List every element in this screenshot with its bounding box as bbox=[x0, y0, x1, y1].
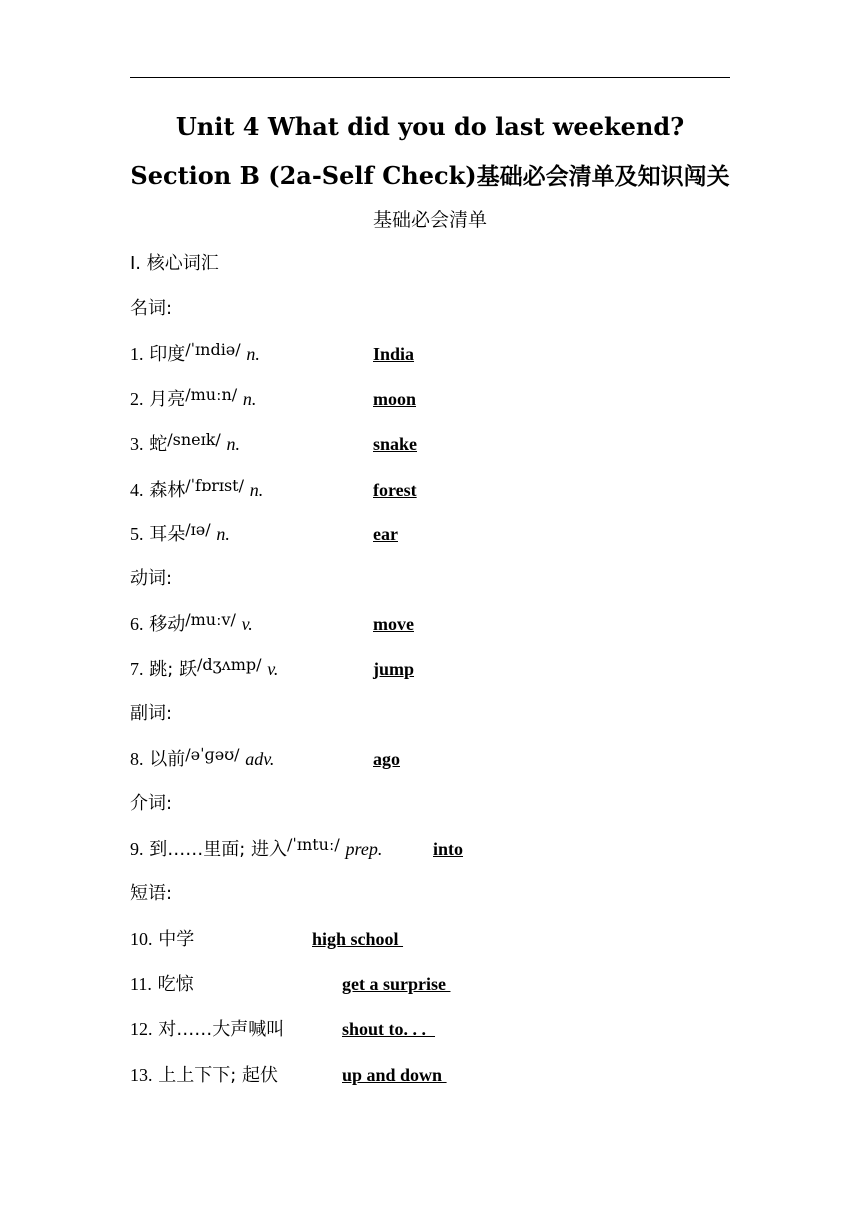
item-pos: prep. bbox=[345, 839, 383, 859]
title-line-2 bbox=[0, 158, 860, 191]
item-number: 13. bbox=[130, 1065, 153, 1085]
answer-4: forest bbox=[373, 480, 417, 500]
answer-13: up and down bbox=[342, 1065, 447, 1085]
phrase-item-12 bbox=[130, 1015, 284, 1043]
item-chinese: 到……里面; 进入 bbox=[149, 839, 288, 860]
vocab-item-5 bbox=[130, 520, 230, 548]
category-preposition: 介词: bbox=[130, 793, 173, 814]
item-number: 11. bbox=[130, 974, 152, 994]
item-number: 12. bbox=[130, 1019, 153, 1039]
title-line-2-en: Section B (2a-Self Check) bbox=[130, 161, 477, 190]
answer-12: shout to. . . bbox=[342, 1019, 436, 1039]
subtitle: 基础必会清单 bbox=[372, 209, 487, 231]
item-pos: v. bbox=[267, 659, 279, 679]
category-verb: 动词: bbox=[130, 568, 173, 589]
item-number: 8. bbox=[130, 749, 144, 769]
answer-3: snake bbox=[373, 434, 418, 454]
vocab-item-7 bbox=[130, 655, 278, 683]
item-pos: n. bbox=[246, 344, 260, 364]
item-phonetic: /ˈfɒrɪst/ bbox=[185, 476, 244, 495]
item-number: 2. bbox=[130, 389, 144, 409]
item-phonetic: /sneɪk/ bbox=[167, 430, 221, 449]
item-phonetic: /dʒʌmp/ bbox=[197, 655, 262, 674]
vocab-item-6 bbox=[130, 610, 253, 638]
top-rule bbox=[130, 77, 730, 78]
item-chinese: 对……大声喊叫 bbox=[158, 1019, 285, 1040]
item-chinese: 移动 bbox=[149, 614, 186, 635]
item-chinese: 上上下下; 起伏 bbox=[158, 1065, 279, 1086]
section-heading: Ⅰ. 核心词汇 bbox=[130, 253, 219, 274]
category-noun: 名词: bbox=[130, 298, 173, 319]
category-adverb: 副词: bbox=[130, 703, 173, 724]
item-chinese: 月亮 bbox=[149, 389, 186, 410]
answer-6: move bbox=[373, 614, 414, 634]
answer-11: get a surprise bbox=[342, 974, 451, 994]
item-phonetic: /ɪə/ bbox=[185, 520, 211, 539]
phrase-item-13 bbox=[130, 1061, 278, 1089]
item-number: 4. bbox=[130, 480, 144, 500]
vocab-item-2 bbox=[130, 385, 256, 413]
item-number: 10. bbox=[130, 929, 153, 949]
item-chinese: 耳朵 bbox=[149, 524, 186, 545]
item-number: 6. bbox=[130, 614, 144, 634]
item-chinese: 蛇 bbox=[149, 434, 168, 455]
item-pos: n. bbox=[226, 434, 241, 454]
item-number: 1. bbox=[130, 344, 144, 364]
item-chinese: 跳; 跃 bbox=[149, 659, 198, 680]
item-number: 9. bbox=[130, 839, 144, 859]
vocab-item-1 bbox=[130, 340, 260, 368]
phrase-item-10 bbox=[130, 925, 194, 953]
title-line-2-cn: 基础必会清单及知识闯关 bbox=[476, 164, 730, 190]
answer-9: into bbox=[433, 839, 464, 859]
item-phonetic: /ˈɪntuː/ bbox=[287, 835, 340, 854]
item-pos: v. bbox=[241, 614, 253, 634]
vocab-item-9 bbox=[130, 835, 382, 863]
category-phrase: 短语: bbox=[130, 883, 173, 904]
title-line-1: Unit 4 What did you do last weekend? bbox=[175, 112, 685, 141]
item-pos: n. bbox=[242, 389, 257, 409]
item-number: 7. bbox=[130, 659, 144, 679]
vocab-item-3 bbox=[130, 430, 240, 458]
item-pos: n. bbox=[216, 524, 230, 544]
item-pos: n. bbox=[249, 480, 264, 500]
answer-1: India bbox=[373, 344, 415, 364]
item-phonetic: /muːn/ bbox=[185, 385, 238, 404]
answer-5: ear bbox=[373, 524, 398, 544]
item-phonetic: /ˈɪndiə/ bbox=[185, 340, 241, 359]
item-chinese: 印度 bbox=[149, 344, 186, 365]
phrase-item-11 bbox=[130, 970, 194, 998]
item-chinese: 以前 bbox=[149, 749, 186, 770]
item-phonetic: /əˈɡəʊ/ bbox=[185, 745, 240, 764]
item-chinese: 中学 bbox=[158, 929, 195, 950]
item-number: 3. bbox=[130, 434, 144, 454]
vocab-item-4 bbox=[130, 476, 263, 504]
item-chinese: 吃惊 bbox=[157, 974, 194, 995]
answer-8: ago bbox=[373, 749, 400, 769]
vocab-item-8 bbox=[130, 745, 274, 773]
item-number: 5. bbox=[130, 524, 144, 544]
answer-2: moon bbox=[373, 389, 417, 409]
answer-10: high school bbox=[312, 929, 404, 949]
item-chinese: 森林 bbox=[149, 480, 186, 501]
item-phonetic: /muːv/ bbox=[185, 610, 236, 629]
item-pos: adv. bbox=[245, 749, 275, 769]
answer-7: jump bbox=[373, 659, 415, 679]
